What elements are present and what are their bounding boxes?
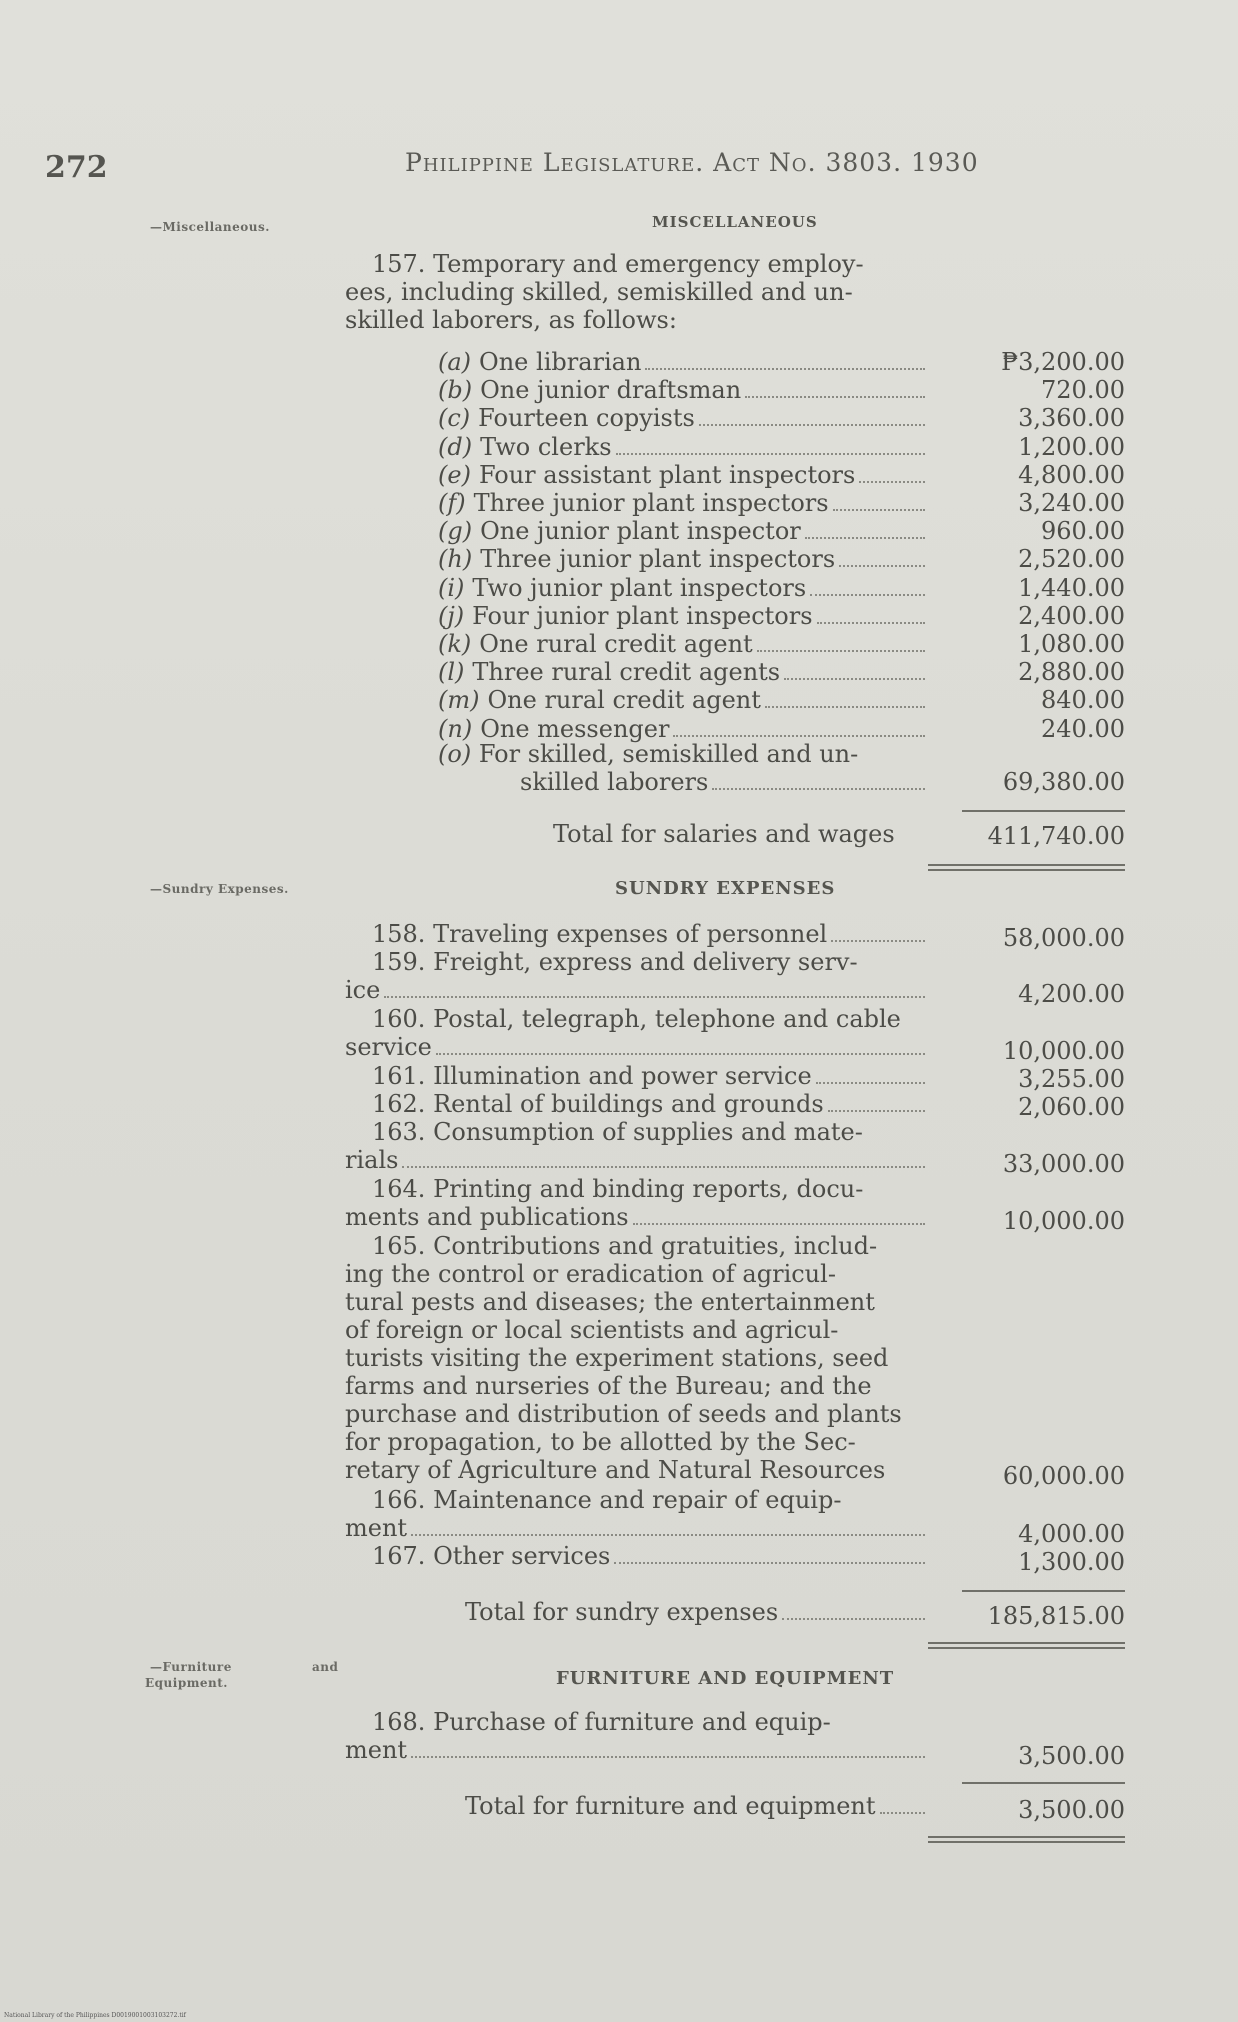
line-item	[438, 686, 927, 714]
item-letter: (l)	[438, 658, 465, 686]
item-amount: 2,880.00	[1018, 658, 1125, 686]
item-161-amount: 3,255.00	[1018, 1065, 1125, 1093]
leader-dots	[411, 1534, 925, 1536]
item-165-line-6: farms and nurseries of the Bureau; and the	[345, 1372, 872, 1400]
item-157-line-2: ees, including skilled, semiskilled and un-	[345, 278, 853, 306]
item-164-line-2	[345, 1203, 927, 1231]
line-item	[438, 433, 927, 461]
furniture-total-label: Total for furniture and equipment	[465, 1792, 876, 1820]
leader-dots	[402, 1166, 925, 1168]
leader-dots	[880, 1812, 925, 1814]
line-item	[438, 404, 927, 432]
item-159-text: ice	[345, 976, 381, 1004]
item-159-line-2	[345, 976, 927, 1004]
double-rule-bottom	[928, 869, 1125, 871]
line-item	[438, 517, 927, 545]
item-165-line-4: of foreign or local scientists and agricul-	[345, 1316, 839, 1344]
double-rule-bottom	[928, 1841, 1125, 1843]
item-157-line-3: skilled laborers, as follows:	[345, 306, 677, 334]
item-letter: (i)	[438, 574, 465, 602]
item-162-amount: 2,060.00	[1018, 1093, 1125, 1121]
double-rule-top	[928, 1642, 1125, 1644]
item-163-line-1: 163. Consumption of supplies and mate-	[372, 1118, 863, 1146]
item-165-line-3: tural pests and diseases; the entertainment	[345, 1288, 875, 1316]
leader-dots	[805, 537, 925, 539]
item-163-line-2	[345, 1146, 927, 1174]
item-168-line-2	[345, 1736, 927, 1764]
item-160-line-1: 160. Postal, telegraph, telephone and cable	[372, 1005, 901, 1033]
item-158-text: 158. Traveling expenses of personnel	[372, 920, 828, 948]
item-158-amount: 58,000.00	[1002, 924, 1125, 952]
item-168-amount: 3,500.00	[1018, 1742, 1125, 1770]
item-amount: ₱3,200.00	[1001, 348, 1125, 376]
item-amount: 1,440.00	[1018, 574, 1125, 602]
leader-dots	[616, 453, 925, 455]
item-text: Three rural credit agents	[472, 658, 781, 686]
item-letter: (m)	[438, 686, 480, 714]
leader-dots	[699, 424, 925, 426]
margin-note-sundry: —Sundry Expenses.	[150, 882, 289, 896]
item-165-line-9: retary of Agriculture and Natural Resources	[345, 1456, 886, 1484]
item-amount: 1,080.00	[1018, 630, 1125, 658]
leader-dots	[859, 481, 925, 483]
item-amount: 840.00	[1041, 686, 1125, 714]
item-letter: (a)	[438, 348, 472, 376]
item-letter: (g)	[438, 517, 473, 545]
item-162-text: 162. Rental of buildings and grounds	[372, 1090, 824, 1118]
item-167-amount: 1,300.00	[1018, 1548, 1125, 1576]
item-letter: (b)	[438, 376, 473, 404]
item-letter: (f)	[438, 489, 466, 517]
leader-dots	[712, 788, 925, 790]
item-text: Three junior plant inspectors	[473, 489, 829, 517]
item-o-text-2: skilled laborers	[520, 768, 709, 796]
item-163-amount: 33,000.00	[1002, 1150, 1125, 1178]
item-164-amount: 10,000.00	[1002, 1207, 1125, 1235]
line-item	[438, 489, 927, 517]
item-161-text: 161. Illumination and power service	[372, 1062, 812, 1090]
item-amount: 1,200.00	[1018, 433, 1125, 461]
furniture-total-amount: 3,500.00	[1018, 1796, 1125, 1824]
item-168-line-1: 168. Purchase of furniture and equip-	[372, 1708, 831, 1736]
item-166-amount: 4,000.00	[1018, 1520, 1125, 1548]
item-157-line-1: 157. Temporary and emergency employ-	[372, 250, 864, 278]
item-165-line-5: turists visiting the experiment stations, seed	[345, 1344, 889, 1372]
item-o-amount: 69,380.00	[1002, 768, 1125, 796]
double-rule-top	[928, 864, 1125, 866]
line-item	[438, 461, 927, 489]
sundry-heading: SUNDRY EXPENSES	[615, 878, 836, 899]
line-item	[438, 658, 927, 686]
page-number: 272	[45, 150, 108, 185]
leader-dots	[810, 594, 925, 596]
item-166-line-2	[345, 1514, 927, 1542]
item-159-line-1: 159. Freight, express and delivery serv-	[372, 948, 858, 976]
item-letter: (k)	[438, 630, 472, 658]
item-162	[372, 1090, 927, 1118]
line-item	[438, 715, 927, 743]
item-text: Two clerks	[480, 433, 612, 461]
item-text: Four junior plant inspectors	[472, 602, 813, 630]
leader-dots	[833, 509, 925, 511]
item-160-text: service	[345, 1033, 432, 1061]
salaries-total-label: Total for salaries and wages	[553, 820, 895, 848]
leader-dots	[673, 735, 925, 737]
sundry-total-label: Total for sundry expenses	[465, 1598, 779, 1626]
item-158	[372, 920, 927, 948]
item-letter: (j)	[438, 602, 465, 630]
item-letter: (h)	[438, 545, 473, 573]
item-letter: (c)	[438, 404, 471, 432]
sundry-total-amount: 185,815.00	[987, 1602, 1125, 1630]
double-rule-top	[928, 1836, 1125, 1838]
leader-dots	[633, 1223, 925, 1225]
total-rule	[962, 1782, 1125, 1784]
line-item	[438, 630, 927, 658]
margin-note-miscellaneous: —Miscellaneous.	[150, 220, 270, 234]
item-text: Three junior plant inspectors	[480, 545, 836, 573]
item-text: One messenger	[480, 715, 670, 743]
item-amount: 2,400.00	[1018, 602, 1125, 630]
item-165-line-8: for propagation, to be allotted by the Sec-	[345, 1428, 856, 1456]
item-o-line-2	[520, 768, 927, 796]
furniture-heading: FURNITURE AND EQUIPMENT	[556, 1668, 895, 1689]
item-text: Fourteen copyists	[478, 404, 695, 432]
item-text: Two junior plant inspectors	[472, 574, 807, 602]
line-item	[438, 602, 927, 630]
item-167	[372, 1542, 927, 1570]
margin-note-furniture: —Furniture	[150, 1660, 232, 1674]
item-amount: 3,360.00	[1018, 404, 1125, 432]
leader-dots	[782, 1618, 925, 1620]
item-letter: (n)	[438, 715, 473, 743]
leader-dots	[765, 706, 925, 708]
furniture-total	[465, 1792, 927, 1820]
leader-dots	[436, 1053, 925, 1055]
scan-credit: National Library of the Philippines D0019001003103272.tif	[4, 2012, 186, 2019]
item-165-line-2: ing the control or eradication of agricul-	[345, 1260, 836, 1288]
line-item	[438, 574, 927, 602]
leader-dots	[828, 1110, 925, 1112]
item-text: One rural credit agent	[479, 630, 753, 658]
leader-dots	[784, 678, 925, 680]
miscellaneous-heading: MISCELLANEOUS	[652, 213, 818, 231]
item-text: One junior plant inspector	[480, 517, 801, 545]
margin-note-equipment: Equipment.	[145, 1676, 228, 1690]
item-amount: 4,800.00	[1018, 461, 1125, 489]
item-letter: (e)	[438, 461, 471, 489]
total-rule	[962, 810, 1125, 812]
item-text: One junior draftsman	[480, 376, 742, 404]
item-o-letter: (o)	[438, 740, 472, 768]
item-167-text: 167. Other services	[372, 1542, 611, 1570]
running-head: Philippine Legislature. Act No. 3803. 1930	[405, 148, 979, 177]
leader-dots	[614, 1562, 925, 1564]
leader-dots	[816, 1082, 925, 1084]
item-165-amount: 60,000.00	[1002, 1462, 1125, 1490]
salaries-total-amount: 411,740.00	[987, 822, 1125, 850]
item-text: Four assistant plant inspectors	[478, 461, 856, 489]
item-amount: 240.00	[1041, 715, 1125, 743]
item-165-line-7: purchase and distribution of seeds and plants	[345, 1400, 902, 1428]
item-159-amount: 4,200.00	[1018, 980, 1125, 1008]
leader-dots	[817, 622, 925, 624]
item-160-line-2	[345, 1033, 927, 1061]
item-161	[372, 1062, 927, 1090]
item-amount: 2,520.00	[1018, 545, 1125, 573]
item-168-text: ment	[345, 1736, 408, 1764]
line-item	[438, 545, 927, 573]
item-text: One rural credit agent	[487, 686, 761, 714]
leader-dots	[831, 940, 925, 942]
item-o-line-1	[438, 740, 1018, 768]
item-amount: 960.00	[1041, 517, 1125, 545]
item-o-text-1: For skilled, semiskilled and un-	[478, 740, 859, 768]
leader-dots	[384, 996, 925, 998]
leader-dots	[745, 396, 925, 398]
item-166-text: ment	[345, 1514, 408, 1542]
item-160-amount: 10,000.00	[1002, 1037, 1125, 1065]
item-amount: 3,240.00	[1018, 489, 1125, 517]
leader-dots	[645, 368, 925, 370]
leader-dots	[411, 1756, 925, 1758]
item-164-text: ments and publications	[345, 1203, 629, 1231]
line-item	[438, 348, 927, 376]
margin-note-furniture-and: and	[312, 1660, 339, 1674]
item-165-line-1: 165. Contributions and gratuities, includ-	[372, 1232, 878, 1260]
leader-dots	[757, 650, 925, 652]
double-rule-bottom	[928, 1647, 1125, 1649]
item-164-line-1: 164. Printing and binding reports, docu-	[372, 1175, 864, 1203]
item-163-text: rials	[345, 1146, 399, 1174]
leader-dots	[839, 565, 925, 567]
item-166-line-1: 166. Maintenance and repair of equip-	[372, 1486, 842, 1514]
item-letter: (d)	[438, 433, 473, 461]
item-text: One librarian	[479, 348, 642, 376]
item-amount: 720.00	[1041, 376, 1125, 404]
total-rule	[962, 1590, 1125, 1592]
line-item	[438, 376, 927, 404]
sundry-total	[465, 1598, 927, 1626]
